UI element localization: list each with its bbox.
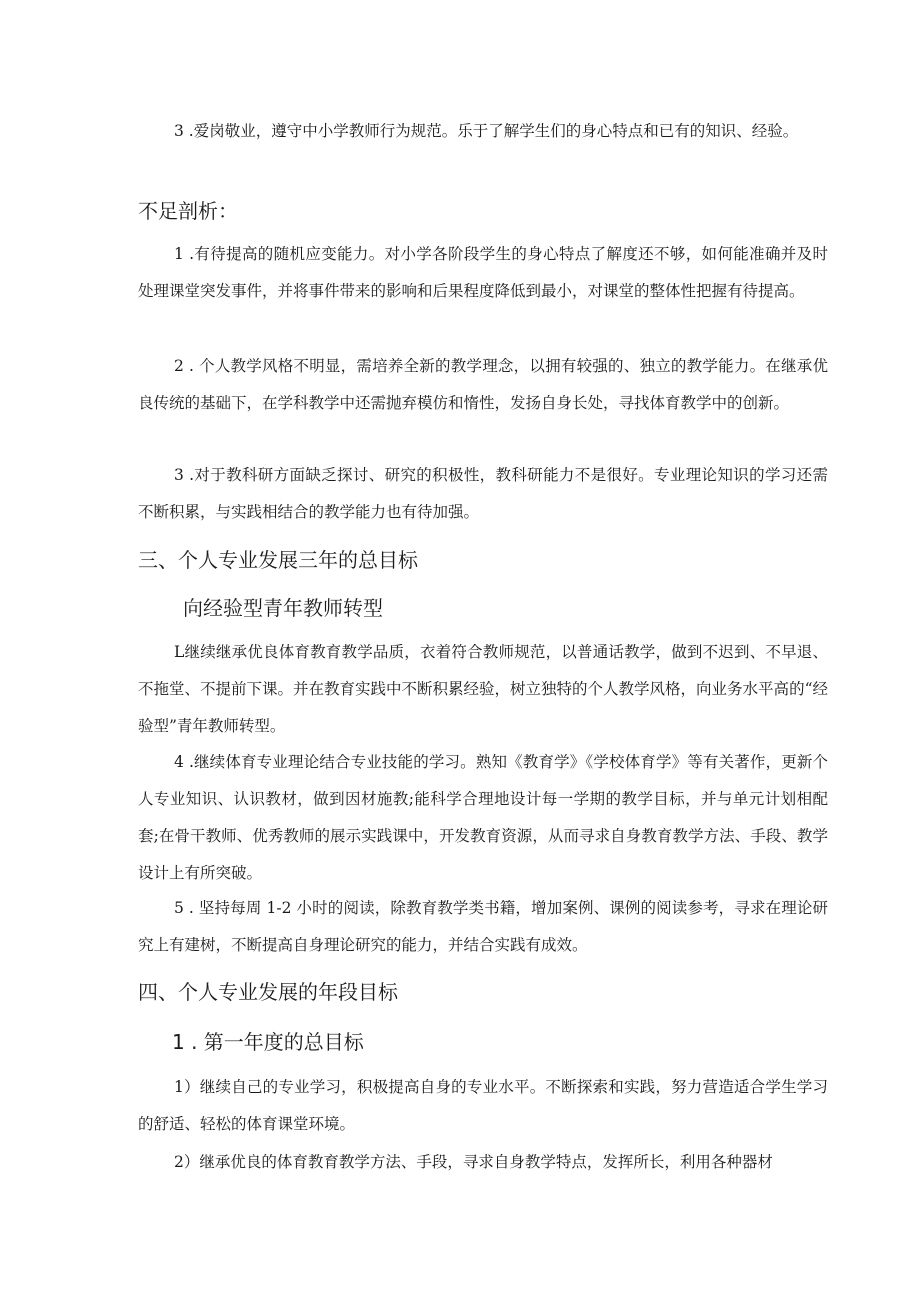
paragraph-goal-5: [138, 890, 828, 964]
heading-section-four: 四、个人专业发展的年段目标: [138, 980, 398, 1004]
paragraph-weakness-3: [138, 457, 828, 531]
subheading-year-one: 1 . 第一年度的总目标: [172, 1030, 364, 1054]
paragraph-strength-3: [138, 113, 828, 150]
paragraph-goal-4: [138, 744, 828, 892]
paragraph-text: 3 .对于教科研方面缺乏探讨、研究的积极性，教科研能力不是很好。专业理论知识的学习还需不断积累，与实践相结合的教学能力也有待加强。: [138, 466, 828, 521]
heading-weakness-analysis: 不足剖析：: [138, 199, 238, 223]
paragraph-weakness-1: [138, 236, 828, 310]
paragraph-goal-1: [138, 634, 828, 745]
paragraph-year1-1: [138, 1069, 828, 1143]
paragraph-text: 3 .爱岗敬业，遵守中小学教师行为规范。乐于了解学生们的身心特点和已有的知识、经验。: [174, 122, 799, 140]
paragraph-text: 5 . 坚持每周 1-2 小时的阅读，除教育教学类书籍，增加案例、课例的阅读参考，寻求在理论研究上有建树，不断提高自身理论研究的能力，并结合实践有成效。: [138, 899, 828, 954]
paragraph-year1-2: [138, 1144, 828, 1181]
paragraph-text: 4 .继续体育专业理论结合专业技能的学习。熟知《教育学》《学校体育学》等有关著作，更新个人专业知识、认识教材，做到因材施教;能科学合理地设计每一学期的教学目标，并与单元计划相配套;在骨干教师、优秀教师的展示实践课中，开发教育资源，从而寻求自身教育教学方法、手段、教学设计上有所突破。: [138, 753, 828, 882]
paragraph-text: 2）继承优良的体育教育教学方法、手段，寻求自身教学特点，发挥所长，利用各种器材: [174, 1153, 773, 1171]
paragraph-text: 2 . 个人教学风格不明显，需培养全新的教学理念，以拥有较强的、独立的教学能力。在继承优良传统的基础下，在学科教学中还需抛弃模仿和惰性，发扬自身长处，寻找体育教学中的创新。: [138, 357, 828, 412]
paragraph-text: L继续继承优良体育教育教学品质，衣着符合教师规范，以普通话教学，做到不迟到、不早退、不拖堂、不提前下课。并在教育实践中不断积累经验，树立独特的个人教学风格，向业务水平高的“经验型”青年教师转型。: [138, 643, 828, 735]
paragraph-text: 1）继续自己的专业学习，积极提高自身的专业水平。不断探索和实践，努力营造适合学生学习的舒适、轻松的体育课堂环境。: [138, 1078, 828, 1133]
paragraph-text: 1 .有待提高的随机应变能力。对小学各阶段学生的身心特点了解度还不够，如何能准确并及时处理课堂突发事件，并将事件带来的影响和后果程度降低到最小，对课堂的整体性把握有待提高。: [138, 245, 828, 300]
heading-section-three: 三、个人专业发展三年的总目标: [138, 548, 418, 572]
paragraph-weakness-2: [138, 348, 828, 422]
subheading-goal: 向经验型青年教师转型: [183, 596, 383, 620]
